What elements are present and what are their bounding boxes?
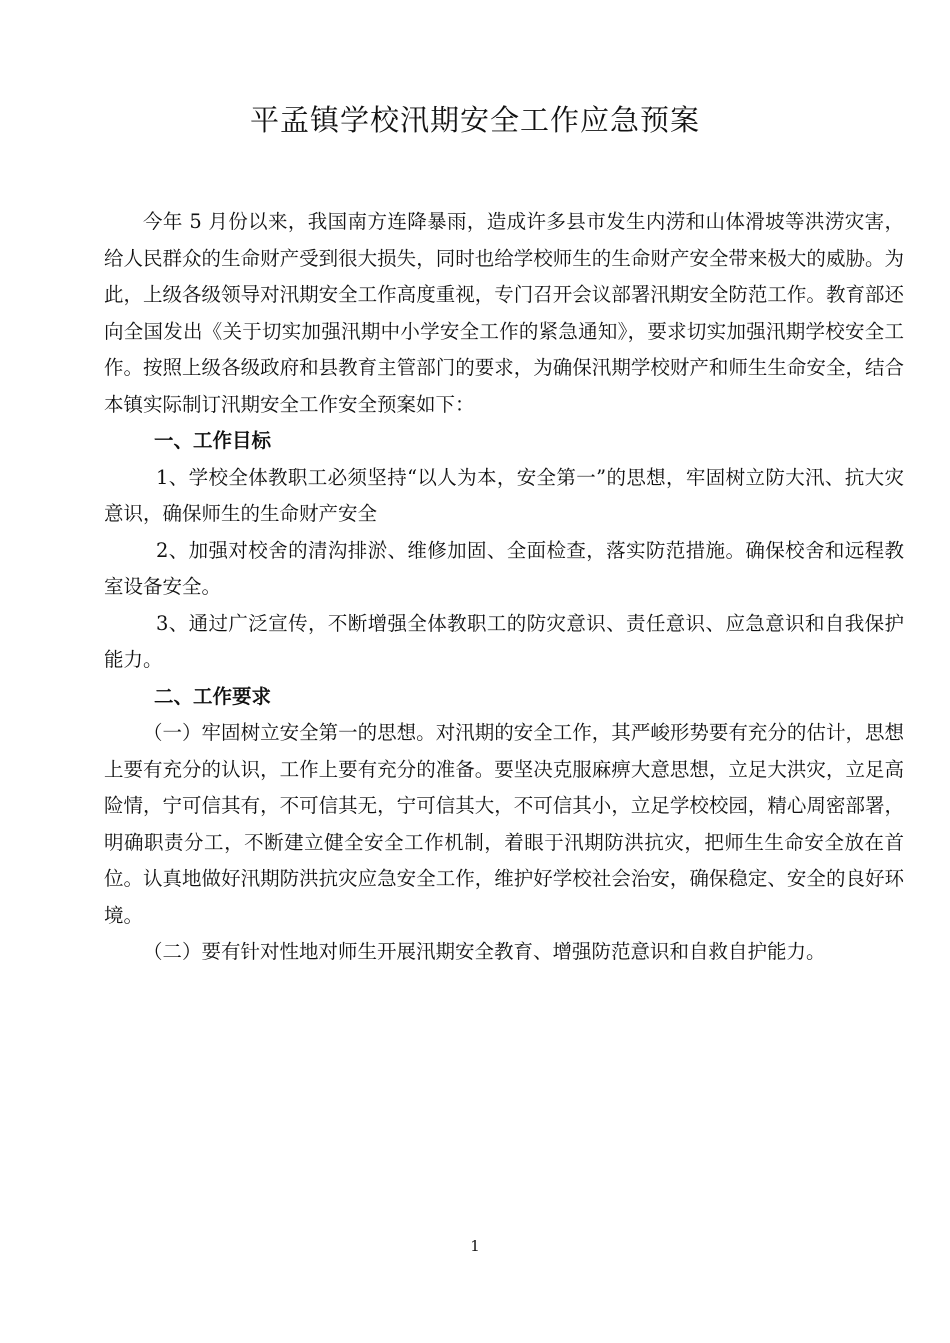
- section-heading-goals: 一、工作目标: [154, 429, 272, 452]
- goal-item-3: 3、通过广泛宣传，不断增强全体教职工的防灾意识、责任意识、应急意识和自我保护能力。: [104, 611, 904, 671]
- intro-paragraph: 今年 5 月份以来，我国南方连降暴雨，造成许多县市发生内涝和山体滑坡等洪涝灾害，给人民群众的生命财产受到很大损失，同时也给学校师生的生命财产安全带来极大的威胁。为此，上级各级领导对汛期安全工作高度重视，专门召开会议部署汛期安全防范工作。教育部还向全国发出《关于切实加强汛期中小学安全工作的紧急通知》，要求切实加强汛期学校安全工作。按照上级各级政府和县教育主管部门的要求，为确保汛期学校财产和师生生命安全，结合本镇实际制订汛期安全工作安全预案如下：: [104, 210, 904, 416]
- goal-item-2: 2、加强对校舍的清沟排淤、维修加固、全面检查，落实防范措施。确保校舍和远程教室设备安全。: [104, 538, 904, 598]
- page-number: 1: [470, 1237, 480, 1255]
- document-body: [104, 204, 904, 971]
- section-heading-requirements: 二、工作要求: [154, 684, 272, 708]
- requirement-item-2: （二）要有针对性地对师生开展汛期安全教育、增强防范意识和自救自护能力。: [143, 940, 826, 963]
- goal-item-1: 1、学校全体教职工必须坚持“以人为本，安全第一”的思想，牢固树立防大汛、抗大灾意识，确保师生的生命财产安全: [104, 465, 904, 525]
- requirement-item-1: （一）牢固树立安全第一的思想。对汛期的安全工作，其严峻形势要有充分的估计，思想上要有充分的认识，工作上要有充分的准备。要坚决克服麻痹大意思想，立足大洪灾，立足高险情，宁可信其有，不可信其无，宁可信其大，不可信其小，立足学校校园，精心周密部署，明确职责分工，不断建立健全安全工作机制，着眼于汛期防洪抗灾，把师生生命安全放在首位。认真地做好汛期防洪抗灾应急安全工作，维护好学校社会治安，确保稳定、安全的良好环境。: [104, 721, 904, 927]
- document-title: 平孟镇学校汛期安全工作应急预案: [249, 103, 700, 137]
